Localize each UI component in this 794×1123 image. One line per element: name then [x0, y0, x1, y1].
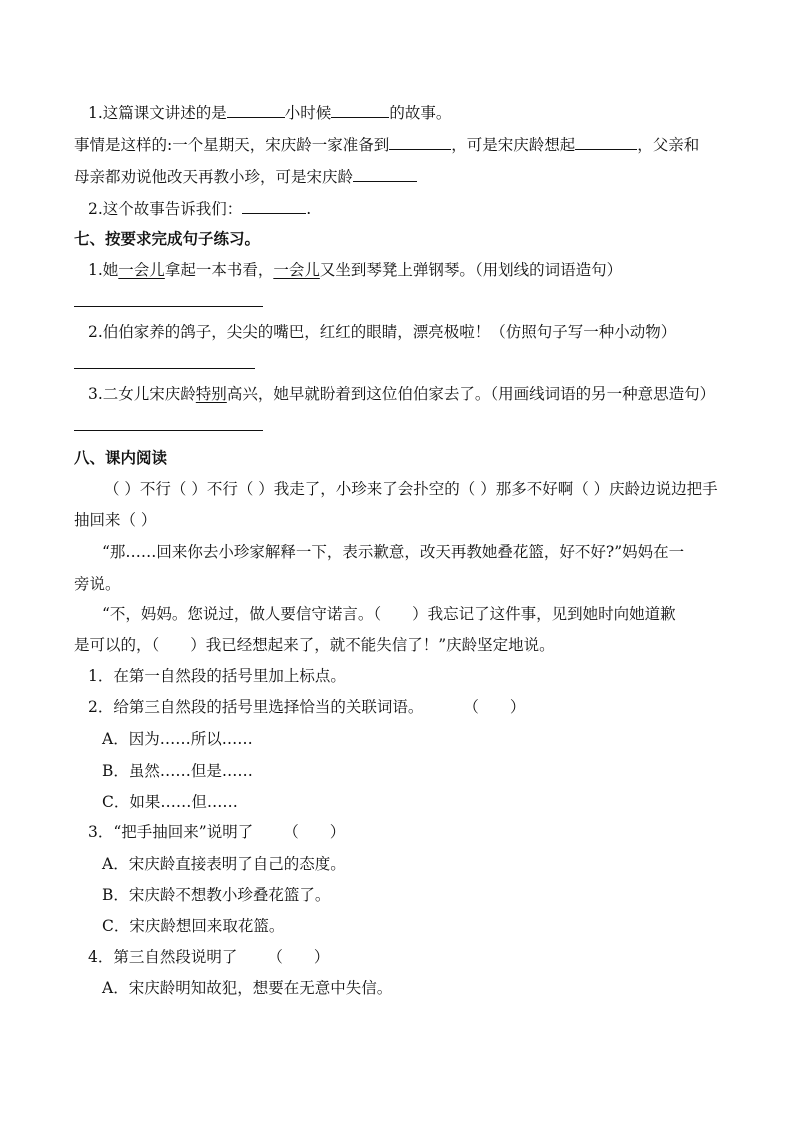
- reading-q3-answer-paren[interactable]: （ ）: [283, 823, 346, 841]
- q2-blank[interactable]: [242, 198, 306, 214]
- reading-q3-option-c: C．宋庆龄想回来取花篮。: [102, 917, 285, 935]
- sentence-1-answer-line[interactable]: [74, 306, 263, 307]
- sentence-3-underlined: 特别: [195, 385, 227, 403]
- q1-text-c: 的故事。: [389, 104, 452, 122]
- reading-q3-option-a: A．宋庆龄直接表明了自己的态度。: [102, 855, 346, 873]
- sentence-2: 2.伯伯家养的鸽子，尖尖的嘴巴，红红的眼睛，漂亮极啦！（仿照句子写一种小动物）: [88, 323, 677, 341]
- sentence-2-answer-line[interactable]: [74, 368, 255, 369]
- reading-q2-option-b: B．虽然……但是……: [102, 762, 253, 780]
- passage-p1-line-2: 抽回来（ ）: [74, 511, 157, 529]
- reading-q2: [88, 697, 525, 717]
- q1-line2-blank-2[interactable]: [575, 134, 637, 150]
- q2-line: [88, 198, 311, 219]
- passage-p2-line-1: “那……回来你去小珍家解释一下，表示歉意，改天再教她叠花篮，好不好?”妈妈在一: [102, 543, 685, 561]
- sentence-1-text-c: 又坐到琴凳上弹钢琴。（用划线的词语造句）: [319, 261, 623, 279]
- reading-q4: [88, 947, 329, 967]
- q2-text-b: .: [306, 200, 312, 218]
- q1-line2-text-a: 事情是这样的:一个星期天，宋庆龄一家准备到: [74, 136, 390, 154]
- sentence-1-underlined-2: 一会儿: [273, 261, 320, 279]
- sentence-3-answer-line[interactable]: [74, 430, 263, 431]
- reading-q4-option-a: A．宋庆龄明知故犯，想要在无意中失信。: [102, 979, 393, 997]
- q1-line2-text-c: ，父亲和: [637, 136, 700, 154]
- passage-p1-line-1: （ ）不行（ ）不行（ ）我走了，小珍来了会扑空的（ ）那多不好啊（ ）庆龄边说边把手: [104, 480, 718, 498]
- reading-q2-answer-paren[interactable]: （ ）: [463, 698, 526, 716]
- reading-q2-option-a: A．因为……所以……: [102, 730, 253, 748]
- reading-q2-option-c: C．如果……但……: [102, 793, 238, 811]
- sentence-3-text-b: 高兴，她早就盼着到这位伯伯家去了。（用画线词语的另一种意思造句）: [226, 385, 716, 403]
- q1-line2-text-b: ，可是宋庆龄想起: [451, 136, 576, 154]
- q1-blank-2[interactable]: [331, 102, 389, 118]
- sentence-3-text-a: 3.二女儿宋庆龄: [88, 385, 196, 403]
- q1-line-3: [74, 166, 417, 187]
- reading-q3: [88, 822, 345, 842]
- passage-p3-line-1: “不，妈妈。您说过，做人要信守诺言。（ ）我忘记了这件事，见到她时向她道歉: [102, 605, 676, 623]
- sentence-1-text-b: 拿起一本书看，: [164, 261, 274, 279]
- sentence-1-text-a: 1.她: [88, 261, 119, 279]
- q1-blank-1[interactable]: [227, 102, 285, 118]
- reading-q3-text: 3．“把手抽回来”说明了: [88, 823, 254, 841]
- sentence-1-underlined-1: 一会儿: [118, 261, 165, 279]
- q1-line2-blank-1[interactable]: [389, 134, 451, 150]
- sentence-3: [88, 384, 715, 404]
- q1-text-b: 小时候: [284, 104, 332, 122]
- reading-q3-option-b: B．宋庆龄不想教小珍叠花篮了。: [102, 886, 331, 904]
- section-7-heading: 七、按要求完成句子练习。: [74, 230, 261, 248]
- q1-text-a: 1.这篇课文讲述的是: [88, 104, 227, 122]
- q1-line3-blank[interactable]: [353, 166, 417, 182]
- reading-q2-text: 2．给第三自然段的括号里选择恰当的关联词语。: [88, 698, 424, 716]
- reading-q4-answer-paren[interactable]: （ ）: [267, 948, 330, 966]
- q1-line-2: [74, 134, 699, 155]
- sentence-1: [88, 260, 622, 280]
- q1-line: [88, 102, 451, 123]
- passage-p3-line-2: 是可以的，（ ）我已经想起来了，就不能失信了！”庆龄坚定地说。: [74, 636, 555, 654]
- reading-q1: 1．在第一自然段的括号里加上标点。: [88, 667, 346, 685]
- section-8-heading: 八、课内阅读: [74, 449, 168, 467]
- reading-q4-text: 4．第三自然段说明了: [88, 948, 238, 966]
- q1-line3-text-a: 母亲都劝说他改天再教小珍，可是宋庆龄: [74, 168, 354, 186]
- passage-p2-line-2: 旁说。: [74, 575, 121, 593]
- q2-text-a: 2.这个故事告诉我们：: [88, 200, 243, 218]
